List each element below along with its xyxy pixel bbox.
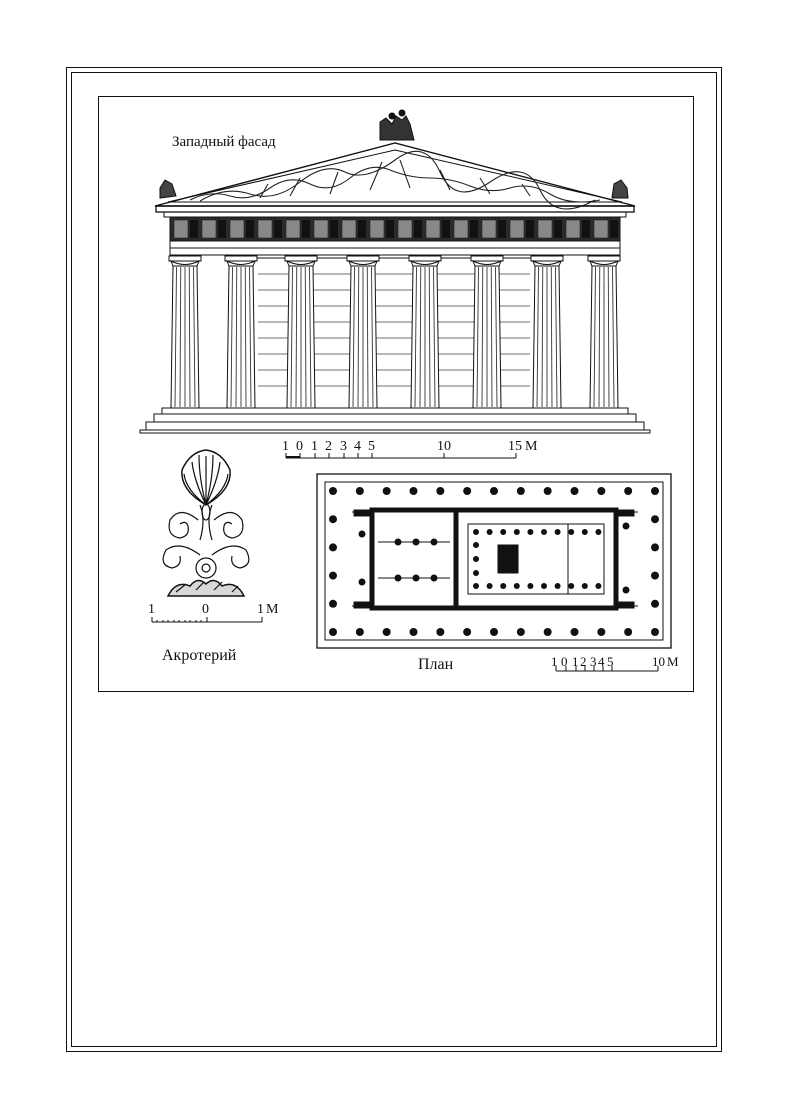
- frieze-metope: [510, 220, 524, 238]
- temple-plan: [317, 474, 671, 648]
- plan-column-dot: [623, 587, 630, 594]
- frieze-triglyph: [358, 220, 366, 238]
- plan-column-dot: [359, 579, 366, 586]
- frieze-triglyph: [610, 220, 618, 238]
- plan-column-dot: [473, 570, 479, 576]
- column-capital-echinus: [533, 261, 561, 266]
- plan-column-dot: [582, 583, 588, 589]
- plan-column-dot: [329, 600, 337, 608]
- plan-column-dot: [436, 487, 444, 495]
- frieze-metope: [426, 220, 440, 238]
- frieze-metope: [566, 220, 580, 238]
- plan-column-dot: [383, 628, 391, 636]
- plan-scale-tick-label: 0: [561, 654, 568, 669]
- frieze-triglyph: [498, 220, 506, 238]
- frieze-triglyph: [554, 220, 562, 238]
- right-corner-acroterion: [612, 180, 628, 198]
- plan-column-dot: [651, 543, 659, 551]
- plan-column-dot: [490, 628, 498, 636]
- plan-column-dot: [568, 583, 574, 589]
- frieze-triglyph: [330, 220, 338, 238]
- column-capital-abacus: [169, 256, 201, 261]
- plan-scale-bar: [551, 654, 679, 671]
- plan-column-dot: [410, 487, 418, 495]
- plan-column-dot: [571, 628, 579, 636]
- plan-column-dot: [329, 628, 337, 636]
- column-capital-echinus: [287, 261, 315, 266]
- facade-scale-tick-label: 10: [437, 439, 451, 454]
- plan-column-dot: [555, 529, 561, 535]
- column-capital-abacus: [285, 256, 317, 261]
- facade-scale-tick-label: 1: [311, 439, 318, 454]
- plan-column-dot: [413, 575, 420, 582]
- facade-scale-tick-label: 3: [340, 439, 347, 454]
- frieze-triglyph: [190, 220, 198, 238]
- plan-column-dot: [500, 529, 506, 535]
- plan-column-dot: [490, 487, 498, 495]
- facade-columns: [169, 256, 620, 408]
- frieze-metope: [230, 220, 244, 238]
- plan-column-dot: [329, 572, 337, 580]
- acroterion-scale-unit: М: [266, 602, 279, 617]
- plan-column-dot: [651, 572, 659, 580]
- frieze-metope: [482, 220, 496, 238]
- plan-column-dot: [514, 529, 520, 535]
- plan-column-dot: [413, 539, 420, 546]
- plan-column-dot: [329, 543, 337, 551]
- plan-column-dot: [487, 529, 493, 535]
- column-capital-echinus: [473, 261, 501, 266]
- plan-scale-tick-label: 1: [551, 654, 558, 669]
- plan-column-dot: [329, 487, 337, 495]
- plan-column-dot: [436, 628, 444, 636]
- plan-column-dot: [582, 529, 588, 535]
- plan-column-dot: [383, 487, 391, 495]
- plan-column-dot: [500, 583, 506, 589]
- plan-column-dot: [473, 529, 479, 535]
- west-facade-elevation: [140, 110, 650, 433]
- plan-column-dot: [651, 487, 659, 495]
- frieze-metope: [174, 220, 188, 238]
- left-corner-acroterion: [160, 180, 176, 198]
- plan-scale-tick-label: 3: [590, 654, 597, 669]
- plan-scale-tick-label: 10: [652, 654, 665, 669]
- column-capital-echinus: [411, 261, 439, 266]
- column-capital-echinus: [227, 261, 255, 266]
- plan-column-dot: [623, 523, 630, 530]
- plan-column-dot: [431, 575, 438, 582]
- acroterion-scale-bar: [148, 602, 279, 622]
- facade-title: Западный фасад: [172, 134, 276, 150]
- frieze-triglyph: [442, 220, 450, 238]
- facade-scale-tick-label: 0: [296, 439, 303, 454]
- frieze-metope: [286, 220, 300, 238]
- plan-column-dot: [473, 556, 479, 562]
- plan-column-dot: [473, 583, 479, 589]
- frieze-triglyph: [582, 220, 590, 238]
- acroterion-scale-tick-label: 0: [202, 602, 209, 617]
- plan-column-dot: [541, 529, 547, 535]
- plan-column-dot: [555, 583, 561, 589]
- column-capital-echinus: [349, 261, 377, 266]
- frieze-metope: [538, 220, 552, 238]
- plan-column-dot: [544, 487, 552, 495]
- acroterion-drawing: [163, 450, 249, 596]
- plan-column-dot: [544, 628, 552, 636]
- plan-column-dot: [463, 487, 471, 495]
- column-capital-echinus: [590, 261, 618, 266]
- pediment-central-statue: [380, 110, 414, 140]
- facade-scale-tick-label: 1: [282, 439, 289, 454]
- facade-column: [169, 256, 201, 408]
- facade-column: [531, 256, 563, 408]
- column-capital-abacus: [347, 256, 379, 261]
- plan-scale-tick-label: 5: [607, 654, 614, 669]
- frieze-triglyph: [386, 220, 394, 238]
- column-capital-abacus: [409, 256, 441, 261]
- plan-column-dot: [395, 539, 402, 546]
- facade-column: [225, 256, 257, 408]
- frieze-triglyph: [526, 220, 534, 238]
- plan-column-dot: [410, 628, 418, 636]
- frieze-metope: [398, 220, 412, 238]
- column-capital-abacus: [471, 256, 503, 261]
- facade-column: [588, 256, 620, 408]
- column-capital-abacus: [588, 256, 620, 261]
- acroterion-scale-tick-label: 1: [257, 602, 264, 617]
- plan-column-dot: [356, 487, 364, 495]
- plan-column-dot: [651, 600, 659, 608]
- plan-column-dot: [517, 487, 525, 495]
- plan-scale-unit: М: [667, 654, 679, 669]
- plan-column-dot: [571, 487, 579, 495]
- plan-column-dot: [624, 628, 632, 636]
- plan-column-dot: [595, 529, 601, 535]
- plan-scale-tick-label: 2: [580, 654, 587, 669]
- frieze-metope: [314, 220, 328, 238]
- facade-scale-bar: [282, 439, 538, 458]
- plan-column-dot: [624, 487, 632, 495]
- facade-scale-unit: М: [525, 439, 538, 454]
- facade-column: [285, 256, 317, 408]
- column-capital-abacus: [531, 256, 563, 261]
- plan-column-dot: [651, 628, 659, 636]
- frieze-metope: [258, 220, 272, 238]
- frieze-triglyph: [218, 220, 226, 238]
- plan-scale-tick-label: 1: [572, 654, 579, 669]
- facade-column: [471, 256, 503, 408]
- plan-column-dot: [517, 628, 525, 636]
- facade-column: [347, 256, 379, 408]
- frieze-metope: [594, 220, 608, 238]
- plan-column-dot: [597, 628, 605, 636]
- facade-scale-tick-label: 5: [368, 439, 375, 454]
- plan-column-dot: [329, 515, 337, 523]
- frieze-triglyph: [274, 220, 282, 238]
- plan-column-dot: [597, 487, 605, 495]
- frieze-triglyph: [414, 220, 422, 238]
- plan-column-dot: [395, 575, 402, 582]
- frieze-triglyph: [246, 220, 254, 238]
- facade-scale-tick-label: 2: [325, 439, 332, 454]
- frieze-metope: [342, 220, 356, 238]
- frieze-metope: [454, 220, 468, 238]
- plan-title: План: [418, 656, 454, 673]
- plan-column-dot: [527, 583, 533, 589]
- acroterion-title: Акротерий: [162, 647, 237, 664]
- frieze-metope: [202, 220, 216, 238]
- plan-column-dot: [595, 583, 601, 589]
- plan-column-dot: [473, 542, 479, 548]
- facade-scale-tick-label: 15: [508, 439, 522, 454]
- frieze-triglyph: [470, 220, 478, 238]
- plan-column-dot: [431, 539, 438, 546]
- frieze-metope: [370, 220, 384, 238]
- plan-column-dot: [514, 583, 520, 589]
- column-capital-abacus: [225, 256, 257, 261]
- facade-scale-tick-label: 4: [354, 439, 361, 454]
- plan-column-dot: [527, 529, 533, 535]
- plan-column-dot: [359, 531, 366, 538]
- facade-column: [409, 256, 441, 408]
- plan-column-dot: [541, 583, 547, 589]
- plan-column-dot: [463, 628, 471, 636]
- acroterion-scale-tick-label: 1: [148, 602, 155, 617]
- column-capital-echinus: [171, 261, 199, 266]
- plan-column-dot: [356, 628, 364, 636]
- plan-column-dot: [487, 583, 493, 589]
- plan-column-dot: [651, 515, 659, 523]
- plan-column-dot: [568, 529, 574, 535]
- plan-scale-tick-label: 4: [598, 654, 605, 669]
- frieze-triglyph: [302, 220, 310, 238]
